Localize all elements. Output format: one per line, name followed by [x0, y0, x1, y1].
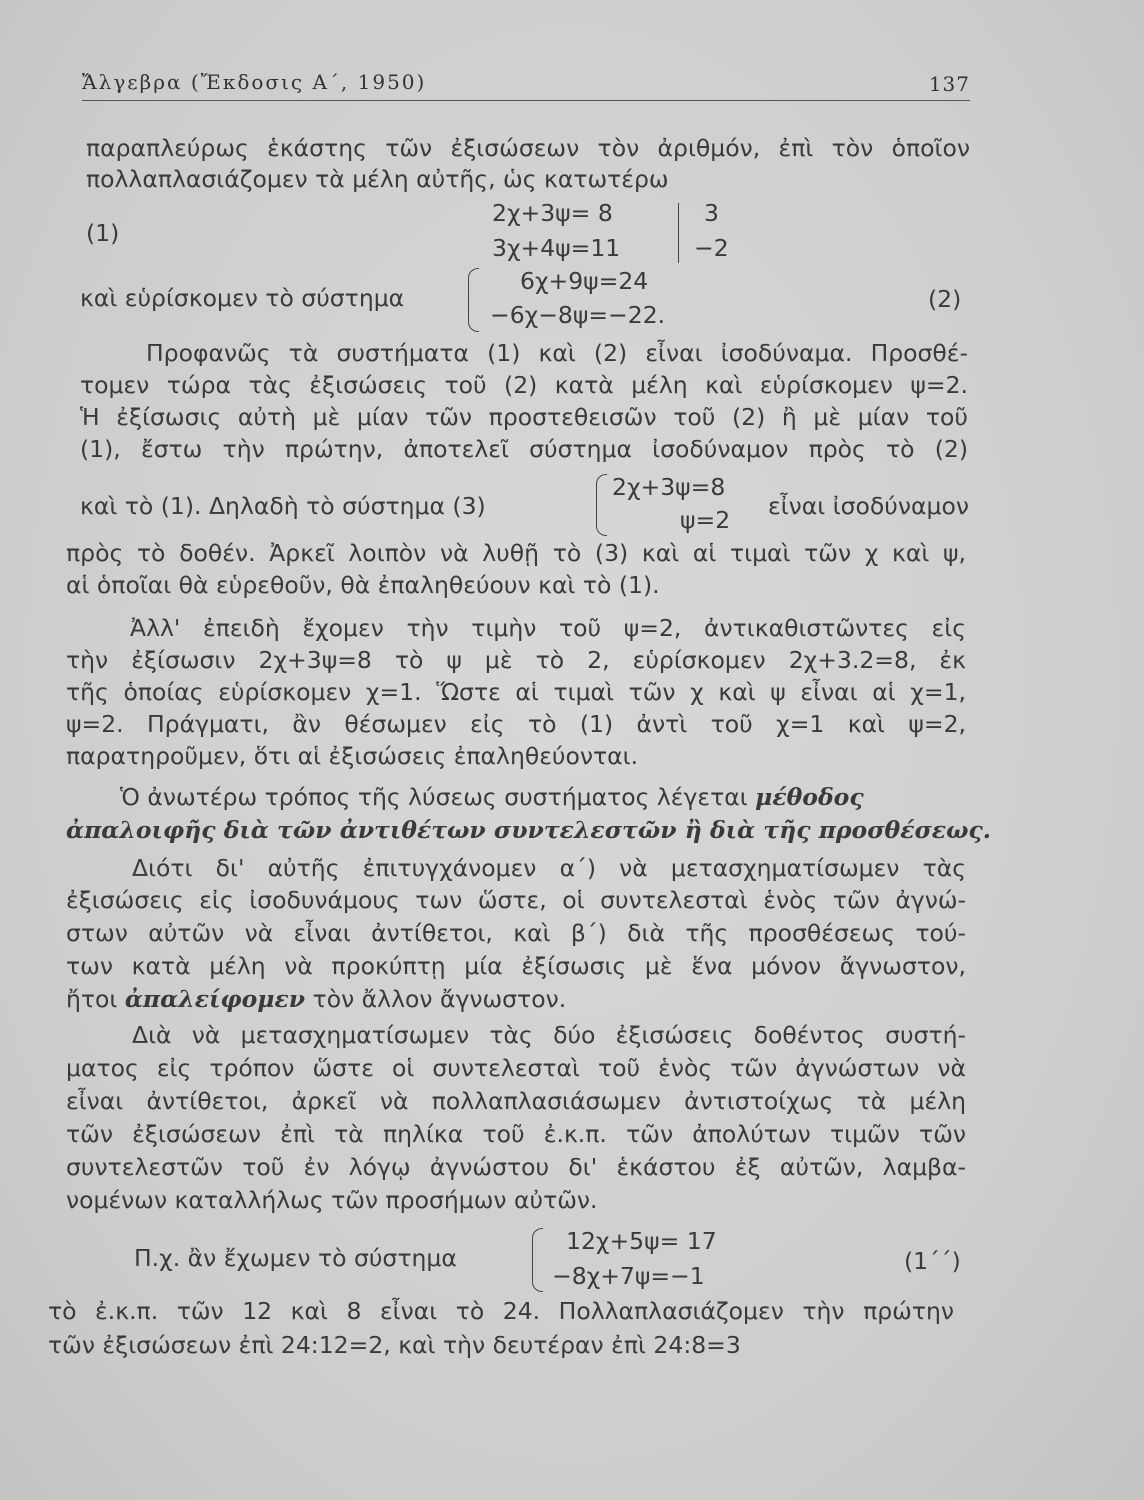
text-line: Διὰ νὰ μετασχηματίσωμεν τὰς δύο ἐξισώσεις δοθέντος συστή-: [132, 1021, 966, 1049]
page-number: 137: [928, 72, 970, 96]
text-line: τὴν ἐξίσωσιν 2χ+3ψ=8 τὸ ψ μὲ τὸ 2, εὑρίσκομεν 2χ+3.2=8, ἐκ: [66, 646, 966, 674]
text-line: παρατηροῦμεν, ὅτι αἱ ἐξισώσεις ἐπαληθεύονται.: [66, 742, 639, 770]
text-line: νομένων καταλλήλως τῶν προσήμων αὐτῶν.: [66, 1186, 598, 1214]
text-line: καὶ τὸ (1). Δηλαδὴ τὸ σύστημα (3): [80, 492, 486, 520]
multiplier: −2: [694, 234, 729, 262]
text-line: πολλαπλασιάζομεν τὰ μέλη αὐτῆς, ὡς κατωτέρω: [86, 165, 669, 193]
system-brace: [468, 268, 479, 332]
emphasis-term: ἀπαλείφομεν: [124, 985, 306, 1013]
text-line: Ἀλλ' ἐπειδὴ ἔχομεν τὴν τιμὴν τοῦ ψ=2, ἀντικαθιστῶντες εἰς: [130, 614, 966, 642]
text-line: ψ=2. Πράγματι, ἂν θέσωμεν εἰς τὸ (1) ἀντὶ τοῦ χ=1 καὶ ψ=2,: [66, 710, 966, 738]
system-brace: [532, 1228, 543, 1292]
equation-tag: (1΄΄): [904, 1247, 961, 1275]
equation: −8χ+7ψ=−1: [552, 1262, 705, 1290]
equation-tag: (1): [86, 219, 120, 247]
equation: 2χ+3ψ=8: [612, 473, 726, 501]
text-line: [120, 782, 864, 812]
multiplier-divider: [678, 203, 679, 263]
text-line: τῶν ἐξισώσεων ἐπὶ 24:12=2, καὶ τὴν δευτέραν ἐπὶ 24:8=3: [48, 1331, 741, 1359]
text-line: πρὸς τὸ δοθέν. Ἀρκεῖ λοιπὸν νὰ λυθῇ τὸ (3) καὶ αἱ τιμαὶ τῶν χ καὶ ψ,: [66, 539, 966, 567]
text-line: παραπλεύρως ἑκάστης τῶν ἐξισώσεων τὸν ἀριθμόν, ἐπὶ τὸν ὁποῖον: [86, 134, 970, 162]
equation: 6χ+9ψ=24: [520, 267, 649, 295]
text-line: αἱ ὁποῖαι θὰ εὑρεθοῦν, θὰ ἐπαληθεύουν καὶ τὸ (1).: [66, 571, 660, 599]
header-title: Ἄλγεβρα (Ἔκδοσις Α΄, 1950): [82, 70, 427, 94]
equation: −6χ−8ψ=−22.: [490, 301, 666, 329]
text-line: τῆς ὁποίας εὑρίσκομεν χ=1. Ὥστε αἱ τιμαὶ τῶν χ καὶ ψ εἶναι αἱ χ=1,: [66, 678, 966, 706]
text-line: εἶναι ἰσοδύναμον: [768, 492, 969, 520]
text-line: τομεν τώρα τὰς ἐξισώσεις τοῦ (2) κατὰ μέλη καὶ εὑρίσκομεν ψ=2.: [80, 371, 968, 399]
text-line: καὶ εὑρίσκομεν τὸ σύστημα: [80, 284, 405, 312]
equation-tag: (2): [928, 285, 962, 313]
emphasis-term: μέθοδος: [755, 783, 864, 811]
system-brace: [596, 474, 607, 536]
running-header: [82, 66, 970, 101]
text-line: στων αὐτῶν νὰ εἶναι ἀντίθετοι, καὶ β΄) διὰ τῆς προσθέσεως τού-: [66, 919, 966, 947]
text-line: τὸ ἐ.κ.π. τῶν 12 καὶ 8 εἶναι τὸ 24. Πολλαπλασιάζομεν τὴν πρώτην: [48, 1297, 954, 1325]
emphasis-term: ἀπαλοιφῆς διὰ τῶν ἀντιθέτων συντελεστῶν ἢ διὰ τῆς προσθέσεως.: [66, 816, 991, 844]
text-run: ἤτοι: [66, 985, 125, 1013]
text-line: συντελεστῶν τοῦ ἐν λόγῳ ἀγνώστου δι' ἑκάστου ἐξ αὐτῶν, λαμβα-: [66, 1153, 966, 1181]
equation: ψ=2: [680, 506, 731, 534]
text-line: Διότι δι' αὐτῆς ἐπιτυγχάνομεν α΄) νὰ μετασχηματίσωμεν τὰς: [132, 854, 966, 882]
text-run: τὸν ἄλλον ἄγνωστον.: [305, 985, 567, 1013]
text-line: τῶν ἐξισώσεων ἐπὶ τὰ πηλίκα τοῦ ἐ.κ.π. τῶν ἀπολύτων τιμῶν τῶν: [66, 1120, 966, 1148]
text-line: Προφανῶς τὰ συστήματα (1) καὶ (2) εἶναι ἰσοδύναμα. Προσθέ-: [146, 339, 968, 367]
equation: 12χ+5ψ= 17: [566, 1227, 717, 1255]
text-line: [66, 984, 566, 1014]
multiplier: 3: [704, 199, 719, 227]
equation: 2χ+3ψ= 8: [492, 199, 613, 227]
text-line: Ἡ ἐξίσωσις αὐτὴ μὲ μίαν τῶν προστεθεισῶν τοῦ (2) ἢ μὲ μίαν τοῦ: [80, 403, 968, 431]
text-run: Ὁ ἀνωτέρω τρόπος τῆς λύσεως συστήματος λέγεται: [120, 783, 756, 811]
text-line: ἐξισώσεις εἰς ἰσοδυνάμους των ὥστε, οἱ συντελεσταὶ ἑνὸς τῶν ἀγνώ-: [66, 886, 966, 914]
equation: 3χ+4ψ=11: [492, 234, 621, 262]
text-line: (1), ἔστω τὴν πρώτην, ἀποτελεῖ σύστημα ἰσοδύναμον πρὸς τὸ (2): [80, 435, 968, 463]
text-line: εἶναι ἀντίθετοι, ἀρκεῖ νὰ πολλαπλασιάσωμεν ἀντιστοίχως τὰ μέλη: [66, 1087, 966, 1115]
text-line: των κατὰ μέλη νὰ προκύπτῃ μία ἐξίσωσις μὲ ἕνα μόνον ἄγνωστον,: [66, 952, 966, 980]
text-line: Π.χ. ἂν ἔχωμεν τὸ σύστημα: [134, 1244, 457, 1272]
text-line: ματος εἰς τρόπον ὥστε οἱ συντελεσταὶ τοῦ ἑνὸς τῶν ἀγνώστων νὰ: [66, 1054, 966, 1082]
